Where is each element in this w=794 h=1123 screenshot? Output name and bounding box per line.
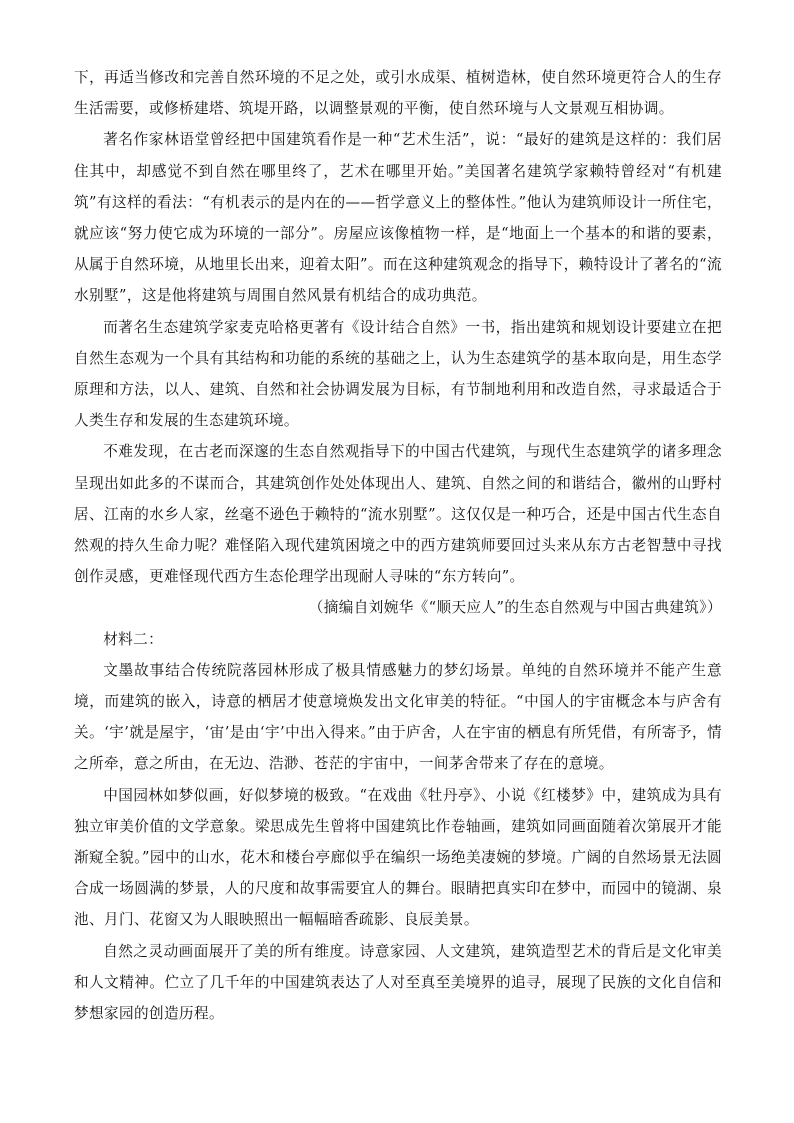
material-two-heading: 材料二：	[103, 630, 164, 648]
source-citation: （摘编自刘婉华《“顺天应人”的生态自然观与中国古典建筑》）	[308, 599, 722, 617]
document-page	[74, 62, 722, 1029]
paragraph-courtyard: 文墨故事结合传统院落园林形成了极具情感魅力的梦幻场景。单纯的自然环境并不能产生意境，而建筑的嵌入，诗意的栖居才使意境焕发出文化审美的特征。“中国人的宇宙概念本与庐舍有关。‘宇’就是屋宇，‘宙’是由‘宇’中出入得来。”由于庐舍，人在宇宙的栖息有所凭借，有所寄予，情之所牵，意之所由，在无边、浩渺、苍茫的宇宙中，一间茅舍带来了存在的意境。	[74, 661, 722, 773]
paragraph-mcharg: 而著名生态建筑学家麦克哈格更著有《设计结合自然》一书，指出建筑和规划设计要建立在把自然生态观为一个具有其结构和功能的系统的基础之上，认为生态建筑学的基本取向是，用生态学原理和方法，以人、建筑、自然和社会协调发展为目标，有节制地利用和改造自然，寻求最适合于人类生存和发展的生态建筑环境。	[74, 318, 722, 430]
paragraph-nature-beauty: 自然之灵动画面展开了美的所有维度。诗意家园、人文建筑，建筑造型艺术的背后是文化审美和人文精神。伫立了几千年的中国建筑表达了人对至真至美境界的追寻，展现了民族的文化自信和梦想家园的创造历程。	[74, 942, 722, 1023]
paragraph-continuation: 下，再适当修改和完善自然环境的不足之处，或引水成渠、植树造林，使自然环境更符合人的生存生活需要，或修桥建塔、筑堤开路，以调整景观的平衡，使自然环境与人文景观互相协调。	[74, 69, 722, 118]
paragraph-garden-dream: 中国园林如梦似画，好似梦境的极致。“在戏曲《牡丹亭》、小说《红楼梦》中，建筑成为具有独立审美价值的文学意象。梁思成先生曾将中国建筑比作卷轴画，建筑如同画面随着次第展开才能渐窥全貌。”园中的山水，花木和楼台亭廊似乎在编织一场绝美凄婉的梦境。广阔的自然场景无法圆合成一场圆满的梦景，人的尺度和故事需要宜人的舞台。眼睛把真实印在梦中，而园中的镜湖、泉池、月门、花窗又为人眼映照出一幅幅暗香疏影、良辰美景。	[74, 786, 722, 929]
paragraph-conclusion: 不难发现，在古老而深邃的生态自然观指导下的中国古代建筑，与现代生态建筑学的诸多理念呈现出如此多的不谋而合，其建筑创作处处体现出人、建筑、自然之间的和谐结合，徽州的山野村居、江南的水乡人家，丝毫不逊色于赖特的“流水别墅”。这仅仅是一种巧合，还是中国古代生态自然观的持久生命力呢？难怪陷入现代建筑困境之中的西方建筑师要回过头来从东方古老智慧中寻找创作灵感，更难怪现代西方生态伦理学出现耐人寻味的“东方转向”。	[74, 443, 722, 586]
paragraph-lin-yutang: 著名作家林语堂曾经把中国建筑看作是一种“艺术生活”，说：“最好的建筑是这样的：我们居住其中，却感觉不到自然在哪里终了，艺术在哪里开始。”美国著名建筑学家赖特曾经对“有机建筑”有这样的看法：“有机表示的是内在的——哲学意义上的整体性。”他认为建筑师设计一所住宅，就应该“努力使它成为环境的一部分”。房屋应该像植物一样，是“地面上一个基本的和谐的要素，从属于自然环境，从地里长出来，迎着太阳”。而在这种建筑观念的指导下，赖特设计了著名的“流水别墅”，这是他将建筑与周围自然风景有机结合的成功典范。	[74, 131, 722, 305]
